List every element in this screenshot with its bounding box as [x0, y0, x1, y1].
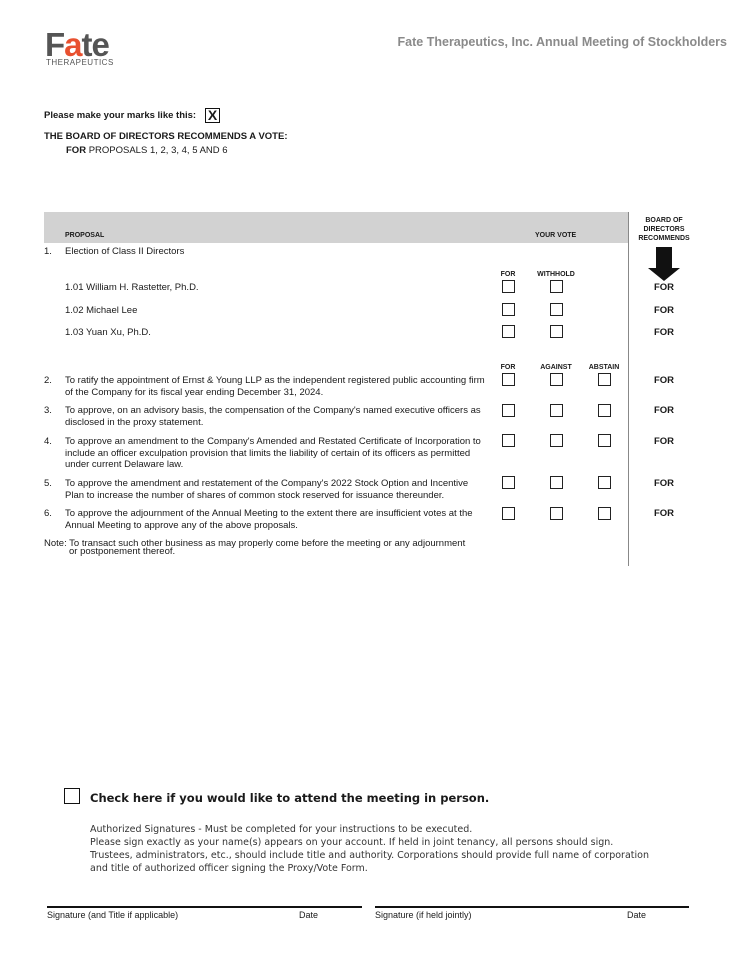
proposal-number: 3. [44, 405, 52, 416]
board-recommendation: FOR [653, 478, 675, 489]
attend-in-person-label: Check here if you would like to attend the meeting in person. [90, 791, 490, 805]
board-recommendation: FOR [653, 305, 675, 316]
nominee-label: 1.03 Yuan Xu, Ph.D. [65, 327, 151, 338]
signature-line-right[interactable] [375, 906, 689, 908]
proposal-abstain-checkbox[interactable] [598, 404, 611, 417]
nominee-label: 1.01 William H. Rastetter, Ph.D. [65, 282, 199, 293]
proposal-text: To ratify the appointment of Ernst & Young LLP as the independent registered public accounting firm of the Company for its fiscal year ending December 31, 2024. [65, 375, 485, 398]
example-mark-box: X [205, 108, 220, 123]
proposal-text: To approve, on an advisory basis, the compensation of the Company's named executive officers as disclosed in the proxy statement. [65, 405, 481, 428]
signature-date-left: Date [299, 910, 319, 920]
signature-line-left[interactable] [47, 906, 362, 908]
down-arrow-icon [648, 247, 680, 281]
page-title: Fate Therapeutics, Inc. Annual Meeting of Stockholders [397, 35, 727, 49]
vote-header-for: FOR [500, 364, 516, 371]
proposal-number: 2. [44, 375, 52, 386]
column-header-board: BOARD OF DIRECTORS RECOMMENDS [638, 217, 690, 242]
proposal-abstain-checkbox[interactable] [598, 434, 611, 447]
proposal-against-checkbox[interactable] [550, 476, 563, 489]
board-recommendation: FOR [653, 375, 675, 386]
proposal-text: To approve the amendment and restatement of the Company's 2022 Stock Option and Incentive Plan to increase the number of shares of common stock reserved for issuance thereunder. [65, 478, 469, 501]
nominee-withhold-checkbox[interactable] [550, 325, 563, 338]
attend-in-person-checkbox[interactable] [64, 788, 80, 804]
vote-header-for: FOR [500, 271, 516, 278]
board-recommendation: FOR [653, 508, 675, 519]
authorized-signatures-text [90, 823, 650, 875]
board-recommendation: FOR [653, 405, 675, 416]
proposal-number: 1. [44, 246, 52, 257]
vote-header-against: AGAINST [540, 364, 572, 371]
proposal-for-checkbox[interactable] [502, 373, 515, 386]
nominee-for-checkbox[interactable] [502, 303, 515, 316]
board-recommendation: FOR [653, 282, 675, 293]
nominee-for-checkbox[interactable] [502, 280, 515, 293]
proposal-for-checkbox[interactable] [502, 507, 515, 520]
proposal-against-checkbox[interactable] [550, 373, 563, 386]
proposal-against-checkbox[interactable] [550, 434, 563, 447]
nominee-withhold-checkbox[interactable] [550, 280, 563, 293]
board-recommends-heading: THE BOARD OF DIRECTORS RECOMMENDS A VOTE: [44, 131, 288, 142]
proposal-title: Election of Class II Directors [65, 246, 185, 257]
signature-date-right: Date [627, 910, 647, 920]
logo-wordmark: Fate [45, 26, 109, 63]
proposal-number: 5. [44, 478, 52, 489]
proposal-against-checkbox[interactable] [550, 507, 563, 520]
proposal-text: To approve an amendment to the Company's Amended and Restated Certificate of Incorporation to include an officer exculpation provision that limits the liability of certain of its officers as permitted under current Delaware law. [65, 436, 481, 470]
vote-header-abstain: ABSTAIN [588, 364, 620, 371]
proposal-for-checkbox[interactable] [502, 434, 515, 447]
proposal-number: 6. [44, 508, 52, 519]
marks-instruction: Please make your marks like this: [44, 110, 197, 121]
proposal-for-checkbox[interactable] [502, 404, 515, 417]
proposal-abstain-checkbox[interactable] [598, 476, 611, 489]
proposal-for-checkbox[interactable] [502, 476, 515, 489]
authorized-line-2: Please sign exactly as your name(s) appears on your account. If held in joint tenancy, all persons should sign. Trustees, administrators, etc., should include title and authority. Corporations should provide full name of corporation and title of authorized officer signing the Proxy/Vote Form. [90, 837, 649, 874]
proposal-abstain-checkbox[interactable] [598, 507, 611, 520]
logo-subtitle: THERAPEUTICS [46, 58, 114, 67]
note-line-2: or postponement thereof. [69, 546, 176, 557]
vote-header-withhold: WITHHOLD [537, 271, 575, 278]
board-recommendation: FOR [653, 436, 675, 447]
column-header-your-vote: YOUR VOTE [535, 232, 577, 239]
proposal-text: To approve the adjournment of the Annual Meeting to the extent there are insufficient votes at the Annual Meeting to approve any of the above proposals. [65, 508, 473, 531]
nominee-for-checkbox[interactable] [502, 325, 515, 338]
proposal-abstain-checkbox[interactable] [598, 373, 611, 386]
recommendation-summary: FOR PROPOSALS 1, 2, 3, 4, 5 AND 6 [66, 145, 228, 156]
recommendation-divider [628, 212, 629, 566]
authorized-line-1: Authorized Signatures - Must be completed for your instructions to be executed. [90, 824, 473, 835]
signature-label-right: Signature (if held jointly) [375, 910, 472, 920]
proposal-against-checkbox[interactable] [550, 404, 563, 417]
column-header-proposal: PROPOSAL [65, 232, 105, 239]
fate-logo [45, 28, 125, 72]
note-line-1: Note: To transact such other business as may properly come before the meeting or any adjournment [44, 538, 466, 549]
nominee-label: 1.02 Michael Lee [65, 305, 138, 316]
signature-label-left: Signature (and Title if applicable) [47, 910, 179, 920]
proposal-number: 4. [44, 436, 52, 447]
nominee-withhold-checkbox[interactable] [550, 303, 563, 316]
board-recommendation: FOR [653, 327, 675, 338]
